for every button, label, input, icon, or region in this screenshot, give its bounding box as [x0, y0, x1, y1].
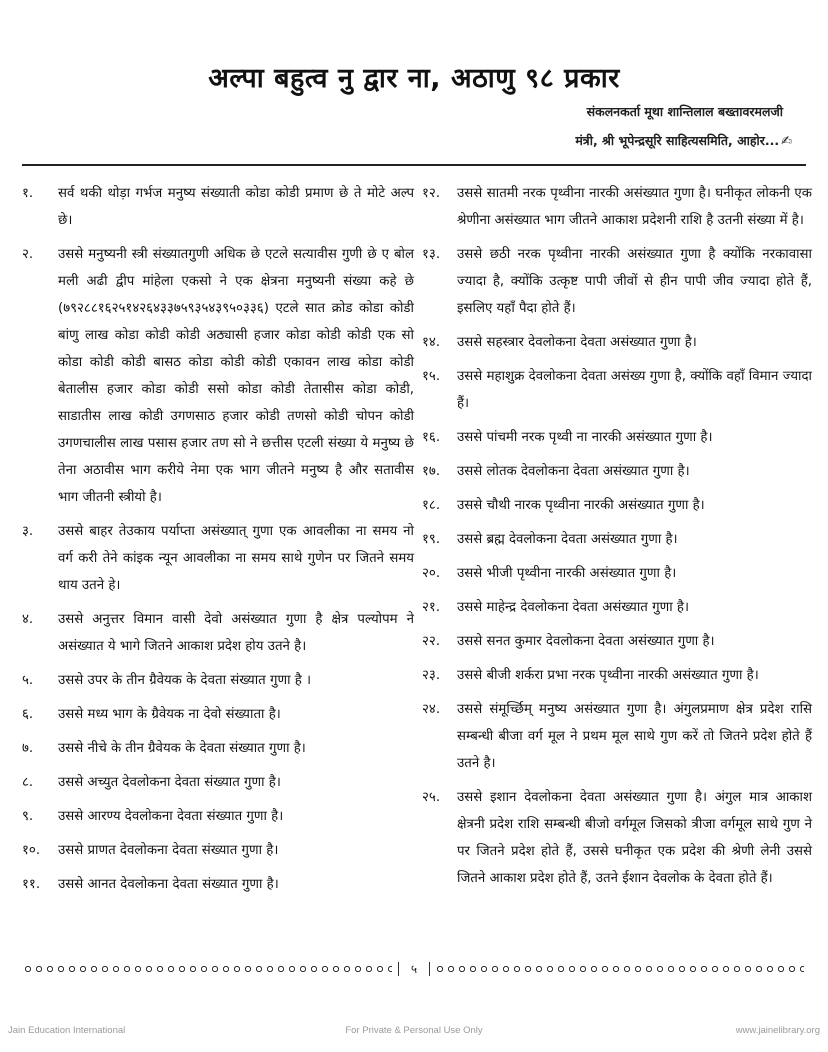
list-item [22, 180, 414, 234]
list-item [422, 424, 812, 451]
ornament-left [24, 965, 392, 973]
item-text: उससे नीचे के तीन ग्रैवेयक के देवता संख्यात गुणा है। [58, 741, 306, 756]
item-number: १२. [422, 186, 441, 201]
list-item [422, 492, 812, 519]
item-text: उससे मध्य भाग के ग्रैवेयक ना देवो संख्याता है। [58, 707, 281, 722]
item-number: २५. [422, 790, 441, 805]
list-item [422, 594, 812, 621]
item-number: १४. [422, 335, 441, 350]
item-number: ४. [22, 612, 34, 627]
list-item [22, 701, 414, 728]
footer-publisher: Jain Education International [8, 1025, 126, 1036]
list-item [422, 696, 812, 777]
compiler-credit: संकलनकर्ता मूथा शान्तिलाल बख्तावरमलजी [586, 104, 783, 119]
page-number: ५ [398, 962, 430, 976]
item-text: उससे उपर के तीन ग्रैवेयक के देवता संख्यात गुणा है । [58, 673, 312, 688]
list-item [22, 667, 414, 694]
item-text: उससे महाशुक्र देवलोकना देवता असंख्य गुणा है, क्योंकि वहाँ विमान ज्यादा हैं। [457, 369, 812, 411]
item-text: उससे इशान देवलोकना देवता असंख्यात गुणा है। अंगुल मात्र आकाश क्षेत्रनी प्रदेश राशि सम्बन्धी बीजो वर्गमूल जिसको त्रीजा वर्गमूल साथे गुण ने पर जितने प्रदेश होते हैं, उससे घनीकृत एक प्रदेश की श्रेणी लेनी उससे जितने आकाश प्रदेश होते हैं, उतने ईशान देवलोक के देवता होते हैं। [457, 790, 812, 886]
item-number: १७. [422, 464, 441, 479]
item-number: २१. [422, 600, 441, 615]
item-number: ६. [22, 707, 34, 722]
item-text: उससे छठी नरक पृथ्वीना नारकी असंख्यात गुणा है क्योंकि नरकावासा ज्यादा है, क्योंकि उत्कृष्ट पापी जीवों से हीन पापी जीव ज्यादा होते हैं, इसलिए यहाँ पैदा होते हैं। [457, 247, 812, 316]
item-number: १०. [22, 843, 41, 858]
item-text: उससे ब्रह्म देवलोकना देवता असंख्यात गुणा है। [457, 532, 678, 547]
item-number: ५. [22, 673, 34, 688]
list-item [22, 769, 414, 796]
item-text: उससे बीजी शर्करा प्रभा नरक पृथ्वीना नारकी असंख्यात गुणा है। [457, 668, 759, 683]
list-item [422, 458, 812, 485]
list-item [422, 180, 812, 234]
item-text: उससे सनत कुमार देवलोकना देवता असंख्यात गुणा है। [457, 634, 715, 649]
list-item [422, 241, 812, 322]
page-title: अल्पा बहुत्व नु द्वार ना, अठाणु ९८ प्रकार [208, 63, 620, 94]
item-text: उससे सहस्त्रार देवलोकना देवता असंख्यात गुणा है। [457, 335, 697, 350]
organization-credit [575, 132, 792, 149]
item-number: १. [22, 186, 34, 201]
item-text: उससे सातमी नरक पृथ्वीना नारकी असंख्यात गुणा है। घनीकृत लोकनी एक श्रेणीना असंख्यात भाग जीतने आकाश प्रदेशनी राशि है उतनी संख्या में है। [457, 186, 812, 228]
decorative-page-border [24, 962, 804, 976]
item-text: उससे मनुष्यनी स्त्री संख्यातगुणी अधिक छे एटले सत्यावीस गुणी छे ए बोल मली अढी द्वीप मांहेला एकसो ने एक क्षेत्रना मनुष्यनी संख्या कहे छे (७९२८८१६२५१४२६४३३७५९३५४३९५०३३६) एटले सात क्रोड कोडा कोडी बांणु लाख कोडा कोडी कोडी अठ्यासी हजार कोडा कोडी कोडी एक सो कोडा कोडी कोडी बासठ कोडा कोडी कोडी एकावन लाख कोडा कोडी बेतालीस हजार कोडा कोडी ससो कोडा कोडी तेतासीस कोडा कोडी, साडातीस लाख कोडी उगणसाठ हजार कोडी तणसो कोडी चोपन कोडी उगणचालीस लाख पसास हजार तण सो ने छत्तीस एटली संख्या ये मनुष्य छे तेना अठावीस भाग करीये नेमा एक भाग जीतने मनुष्य है और सतावीस भाग जीतनी स्त्रीयो है। [58, 247, 414, 505]
list-item [422, 363, 812, 417]
item-number: २३. [422, 668, 441, 683]
item-text: सर्व थकी थोड़ा गर्भज मनुष्य संख्याती कोडा कोडी प्रमाण छे ते मोटे अल्प छे। [58, 186, 414, 228]
item-number: १५. [422, 369, 441, 384]
item-number: ३. [22, 524, 34, 539]
list-item [422, 784, 812, 892]
header-divider [22, 164, 806, 166]
item-text: उससे संमूर्च्छिम् मनुष्य असंख्यात गुणा है। अंगुलप्रमाण क्षेत्र प्रदेश रासि सम्बन्धी बीजा वर्ग मूल ने प्रथम मूल साथे गुण करें तो जितने प्रदेश होते हैं उतने है। [457, 702, 812, 771]
list-item [22, 606, 414, 660]
list-item [422, 628, 812, 655]
list-item [22, 837, 414, 864]
item-number: १६. [422, 430, 441, 445]
item-text: उससे अनुत्तर विमान वासी देवो असंख्यात गुणा है क्षेत्र पल्योपम ने असंख्यात ये भागे जितने आकाश प्रदेश होय उतने है। [58, 612, 414, 654]
list-item [22, 518, 414, 599]
item-number: २०. [422, 566, 441, 581]
list-item [22, 735, 414, 762]
item-number: २. [22, 247, 34, 262]
item-text: उससे पांचमी नरक पृथ्वी ना नारकी असंख्यात गुणा है। [457, 430, 713, 445]
list-item [422, 560, 812, 587]
item-text: उससे चौथी नारक पृथ्वीना नारकी असंख्यात गुणा है। [457, 498, 705, 513]
item-number: १३. [422, 247, 441, 262]
item-number: १९. [422, 532, 441, 547]
item-number: ८. [22, 775, 34, 790]
list-item [422, 329, 812, 356]
item-text: उससे भीजी पृथ्वीना नारकी असंख्यात गुणा है। [457, 566, 677, 581]
footer-usage-note: For Private & Personal Use Only [345, 1025, 483, 1036]
list-item [22, 241, 414, 511]
item-text: उससे आनत देवलोकना देवता संख्यात गुणा है। [58, 877, 279, 892]
list-item [422, 662, 812, 689]
footer-website-link[interactable]: www.jainelibrary.org [735, 1025, 820, 1036]
list-item [22, 871, 414, 898]
item-number: ९. [22, 809, 34, 824]
pen-icon: ✍ [781, 134, 792, 149]
organization-text: मंत्री, श्री भूपेन्द्रसूरि साहित्यसमिति, आहोर... [575, 133, 780, 148]
item-number: १८. [422, 498, 441, 513]
item-text: उससे प्राणत देवलोकना देवता संख्यात गुणा है। [58, 843, 279, 858]
item-number: २४. [422, 702, 441, 717]
item-number: २२. [422, 634, 441, 649]
item-text: उससे लोतक देवलोकना देवता असंख्यात गुणा है। [457, 464, 690, 479]
right-column [422, 180, 812, 899]
list-item [422, 526, 812, 553]
item-text: उससे माहेन्द्र देवलोकना देवता असंख्यात गुणा है। [457, 600, 689, 615]
item-number: ११. [22, 877, 41, 892]
item-text: उससे आरण्य देवलोकना देवता संख्यात गुणा है। [58, 809, 284, 824]
ornament-right [436, 965, 804, 973]
item-number: ७. [22, 741, 34, 756]
list-item [22, 803, 414, 830]
item-text: उससे अच्युत देवलोकना देवता संख्यात गुणा है। [58, 775, 281, 790]
item-text: उससे बाहर तेउकाय पर्याप्ता असंख्यात् गुणा एक आवलीका ना समय नो वर्ग करी तेने कांइक न्यून आवलीका ना समय साथे गुणेन पर जितने समय थाय उतने हे। [58, 524, 414, 593]
left-column [22, 180, 414, 905]
